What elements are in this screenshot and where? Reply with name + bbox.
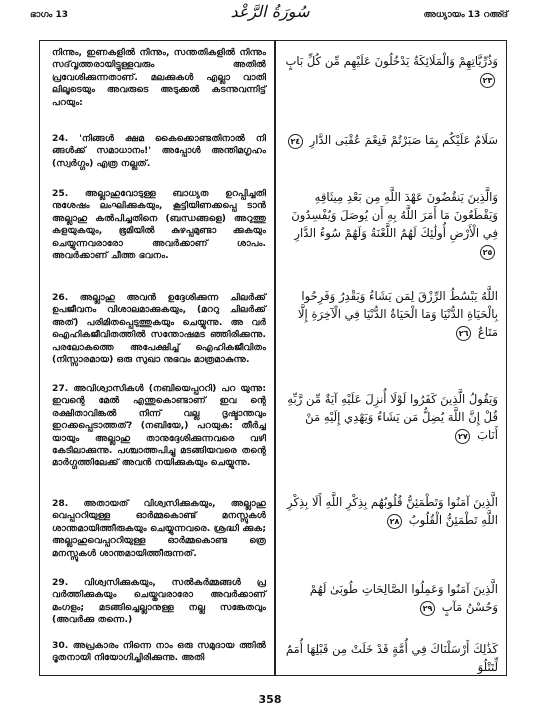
verse-text: الَّذِينَ آمَنُوا وَعَمِلُوا الصَّالِحَاتِ طُوبَىٰ لَهُمْ وَحُسْنُ مَآبٍ bbox=[309, 582, 498, 614]
verse-number-marker: ٢٧ bbox=[455, 429, 470, 444]
arabic-verse bbox=[284, 580, 498, 616]
verse-text: وَذُرِّيَّاتِهِمْ وَالْمَلَائِكَةُ يَدْخُلُونَ عَلَيْهِم مِّن كُلِّ بَابٍ bbox=[285, 54, 498, 68]
verse-number-marker: ٢٥ bbox=[480, 245, 495, 260]
translation-paragraph: 29. വിശ്വസിക്കുകയും, സൽകർമ്മങ്ങൾ പ്ര വർത്തിക്കുകയും ചെയ്തവരാരോ അവർക്കാണ് മംഗളം; മടങ്ങിച്ചെല്ലാനുള്ള നല്ല സങ്കേതവും (അവർക്കു തന്നെ.) bbox=[52, 577, 266, 626]
verse-number-marker: ٢٣ bbox=[480, 73, 495, 88]
arabic-verse bbox=[284, 640, 498, 676]
part-label: ഭാഗം 13 bbox=[30, 10, 68, 20]
translation-paragraph: 28. അതായത് വിശ്വസിക്കുകയും, അല്ലാഹു വെപ്പററിയുള്ള ഓർമ്മകൊണ്ട് മനസ്സുകൾ ശാന്തമായിത്തീരുകയും ചെയ്യുന്നവരെ. ശ്രദ്ധി ക്കുക; അല്ലാഹുവെപ്പററിയുള്ള ഓർമ്മകൊണ്ട ത്രെ മനസ്സുകൾ ശാന്തമായിത്തീരുന്നത്. bbox=[52, 498, 266, 559]
translation-paragraph: 30. അപ്രകാരം നിന്നെ നാം ഒരു സമുദായ ത്തിൽ ദൂതനായി നിയോഗിച്ചിരിക്കുന്നു. അതി bbox=[52, 640, 266, 664]
verse-text: الَّذِينَ آمَنُوا وَتَطْمَئِنُّ قُلُوبُهُم بِذِكْرِ اللَّهِ أَلَا بِذِكْرِ اللَّهِ تَطْمَئِنُّ الْقُلُوبُ bbox=[287, 495, 498, 527]
verse-number-marker: ٢٤ bbox=[288, 134, 303, 149]
chapter-label: അധ്യായം 13 റഅ്ദ് bbox=[423, 10, 508, 20]
verse-text: سَلَامٌ عَلَيْكُم بِمَا صَبَرْتُمْ فَنِعْمَ عُقْبَى الدَّارِ bbox=[309, 133, 498, 147]
arabic-verse bbox=[284, 287, 498, 341]
arabic-verse bbox=[284, 390, 498, 444]
translation-paragraph: 24. 'നിങ്ങൾ ക്ഷമ കൈക്കൊണ്ടതിനാൽ നി ങ്ങൾക്ക് സമാധാനം!' അപ്പോൾ അന്തിമഗൃഹം (സ്വർഗ്ഗം) എത്ര നല്ലത്. bbox=[52, 133, 266, 169]
translation-paragraph: 26. അല്ലാഹു അവൻ ഉദ്ദേശിക്കുന്ന ചിലർക്ക് ഉപജീവനം വിശാലമാക്കുകയും, (മററു ചിലർക്ക് അത്) പരിമിതപ്പെടുത്തുകയും ചെയ്യുന്നു. അ വർ ഐഹികജീവിതത്തിൽ സന്തോഷമട ഞ്ഞിരിക്കുന്നു. പരലോകത്തെ അപേക്ഷിച്ച് ഐഹികജീവിതം (നിസ്സാരമായ) ഒരു സുഖാ നുഭവം മാത്രമാകുന്നു. bbox=[52, 292, 266, 366]
surah-title: سُورَةُ الرَّعْد bbox=[230, 2, 310, 21]
verse-text: وَيَقُولُ الَّذِينَ كَفَرُوا لَوْلَا أُنزِلَ عَلَيْهِ آيَةٌ مِّن رَّبِّهِ قُلْ إِنَّ اللَّهَ يُضِلُّ مَن يَشَاءُ وَيَهْدِي إِلَيْهِ مَنْ أَنَابَ bbox=[287, 392, 498, 442]
verse-text: كَذَٰلِكَ أَرْسَلْنَاكَ فِي أُمَّةٍ قَدْ خَلَتْ مِن قَبْلِهَا أُمَمٌ لِّتَتْلُوَ bbox=[285, 642, 498, 674]
verse-number-marker: ٢٨ bbox=[387, 514, 402, 529]
translation-paragraph: 27. അവിശ്വാസികൾ (നബിയെപ്പററി) പറ യുന്നു: ഇവന്റെ മേൽ എന്തുകൊണ്ടാണ് ഇവ ന്റെ രക്ഷിതാവിങ്കൽ നിന്ന് വല്ല ദൃഷ്ടാന്തവും ഇറക്കപ്പെടാത്തത്? (നബിയേ,) പറയുക: തീർച്ച യായും അല്ലാഹു താനുദ്ദേശിക്കുന്നവരെ വഴി കേടിലാക്കുന്നു. പശ്ചാത്തപിച്ചു മടങ്ങിയവരെ തന്റെ മാർഗ്ഗത്തിലേക്ക് അവൻ നയിക്കുകയും ചെയ്യുന്നു. bbox=[52, 383, 266, 469]
verse-text: وَالَّذِينَ يَنقُضُونَ عَهْدَ اللَّهِ مِن بَعْدِ مِيثَاقِهِ وَيَقْطَعُونَ مَا أَمَرَ اللَّهُ بِهِ أَن يُوصَلَ وَيُفْسِدُونَ فِي الْأَرْضِ أُولَٰئِكَ لَهُمُ اللَّعْنَةُ وَلَهُمْ سُوءُ الدَّارِ bbox=[291, 190, 498, 240]
verse-number-marker: ٢٦ bbox=[456, 326, 471, 341]
translation-paragraph: 25. അല്ലാഹുവോടുള്ള ബാധ്യത ഉറപ്പിച്ചതി നുശേഷം ലംഘിക്കുകയും, കൂട്ടിയിണക്കപ്പെ ടാൻ അല്ലാഹു കൽപിച്ചതിനെ (ബന്ധങ്ങളെ) അറുത്തു കളയുകയും, ഭൂമിയിൽ കുഴപ്പമുണ്ടാ ക്കുകയും ചെയ്യുന്നവരാരോ അവർക്കാണ് ശാപം. അവർക്കാണ് ചീത്ത ഭവനം. bbox=[52, 188, 266, 262]
arabic-verse bbox=[284, 188, 498, 260]
arabic-verse bbox=[284, 493, 498, 529]
arabic-verse bbox=[284, 131, 498, 149]
column-divider bbox=[274, 40, 276, 676]
verse-number-marker: ٢٩ bbox=[420, 601, 435, 616]
arabic-verse bbox=[284, 52, 498, 88]
page-header bbox=[0, 0, 540, 30]
verse-text: اللَّهُ يَبْسُطُ الرِّزْقَ لِمَن يَشَاءُ وَيَقْدِرُ وَفَرِحُوا بِالْحَيَاةِ الدُّنْيَا وَمَا الْحَيَاةُ الدُّنْيَا فِي الْآخِرَةِ إِلَّا مَتَاعٌ bbox=[297, 289, 498, 339]
translation-paragraph: നിന്നും, ഇണകളിൽ നിന്നും, സന്തതികളിൽ നിന്നും സദ്‌വൃത്തരായിട്ടുള്ളവരും അതിൽ പ്രവേശിക്കുന്നതാണ്. മലക്കുകൾ എല്ലാ വാതി ലിലൂടെയും അവരുടെ അടുക്കൽ കടന്നുവന്നിട്ട് പറയും: bbox=[52, 47, 266, 108]
page-number: 358 bbox=[258, 693, 282, 706]
